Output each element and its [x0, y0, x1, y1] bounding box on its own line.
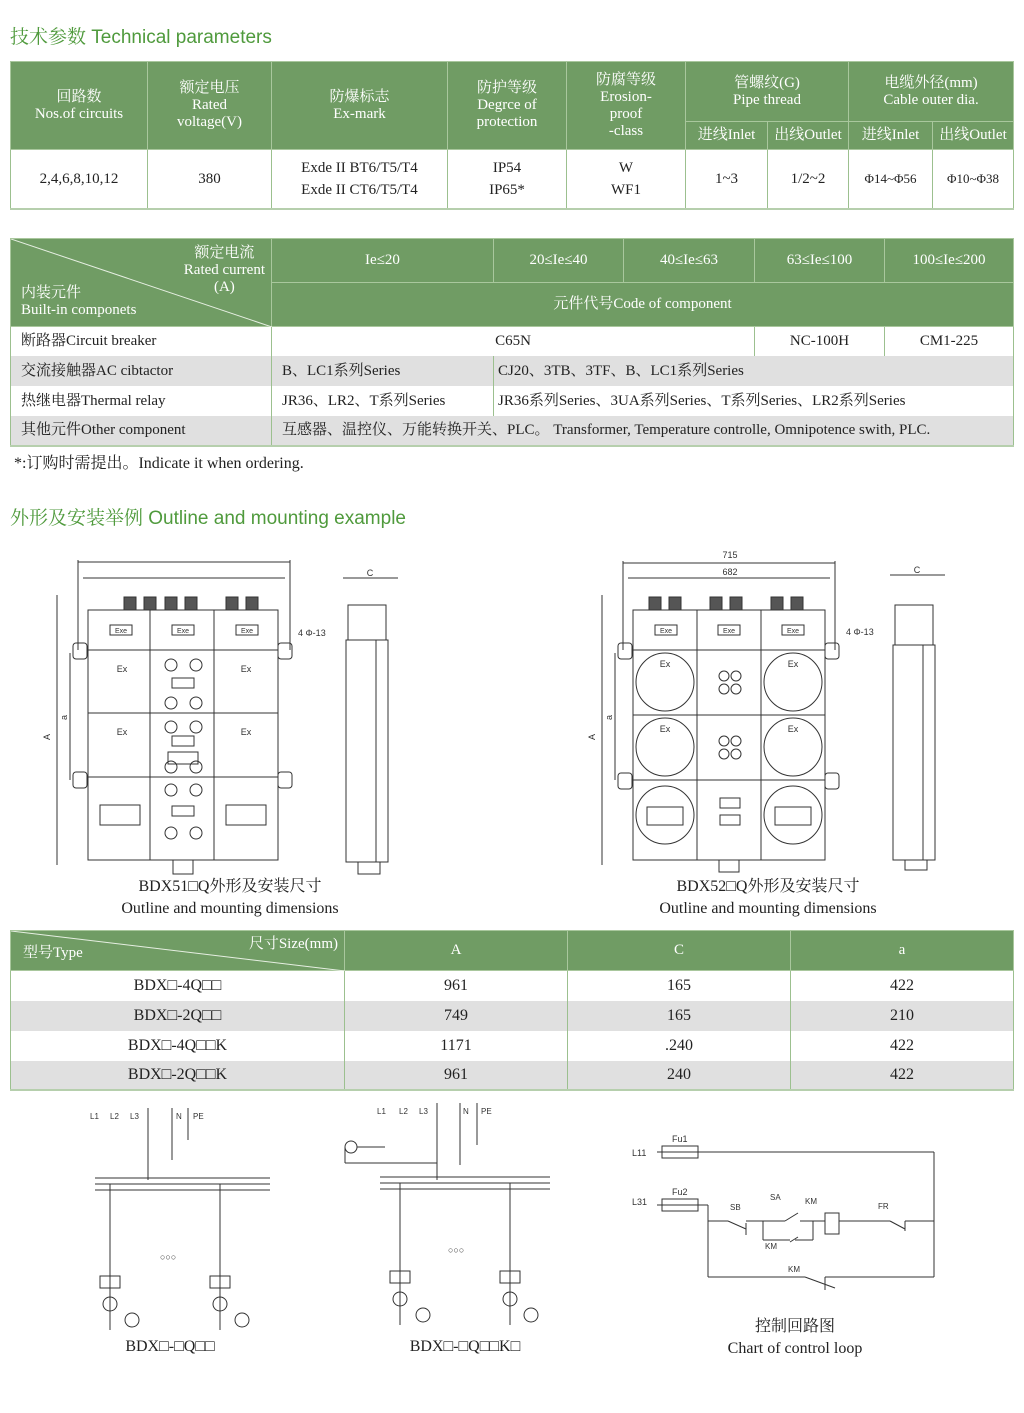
svg-text:682: 682	[722, 567, 738, 577]
control-loop-caption: 控制回路图 Chart of control loop	[727, 1318, 863, 1357]
svg-text:Exe: Exe	[176, 628, 190, 635]
row-label: 交流接触器AC cibtactor	[11, 356, 272, 386]
svg-text:A: A	[587, 733, 597, 740]
header-pipe-outlet: 出线Outlet	[768, 122, 849, 150]
table-row	[11, 1061, 1014, 1090]
cell: 互感器、温控仪、万能转换开关、PLC。 Transformer, Temperature controlle, Omnipotence swith, PLC.	[272, 416, 1014, 446]
range-5: 100≤Ie≤200	[885, 239, 1014, 283]
header-erosion: 防腐等级 Erosion- proof -class	[567, 62, 686, 150]
cell-type: BDX□-2Q□□	[11, 1001, 345, 1031]
order-note: *:订购时需提出。Indicate it when ordering.	[14, 455, 304, 472]
svg-text:4 Φ-13: 4 Φ-13	[298, 628, 326, 638]
cell-type: BDX□-4Q□□K	[11, 1031, 345, 1061]
col-a: a	[791, 931, 1014, 971]
drawing1-caption: BDX51□Q外形及安装尺寸 Outline and mounting dimensions	[121, 878, 339, 917]
row-label: 其他元件Other component	[11, 416, 272, 446]
cell-type: BDX□-4Q□□	[11, 971, 345, 1001]
svg-text:Exe: Exe	[659, 628, 673, 635]
svg-text:FR: FR	[878, 1202, 889, 1211]
cell: 961	[345, 1061, 568, 1090]
svg-text:Ex: Ex	[787, 724, 799, 734]
cell: CJ20、3TB、3TF、B、LC1系列Series	[494, 356, 1014, 386]
svg-text:4 Φ-13: 4 Φ-13	[846, 627, 874, 637]
header-pipe-inlet: 进线Inlet	[686, 122, 768, 150]
cell: C65N	[272, 327, 755, 356]
svg-text:Exe: Exe	[240, 628, 254, 635]
cell: 961	[345, 971, 568, 1001]
svg-text:SA: SA	[770, 1193, 781, 1202]
svg-text:A: A	[42, 733, 52, 740]
cell-protection: IP54 IP65*	[448, 150, 567, 209]
svg-text:Fu2: Fu2	[672, 1187, 688, 1197]
cell-cable-in: Φ14~Φ56	[849, 150, 933, 209]
svg-text:Fu1: Fu1	[672, 1134, 688, 1144]
cell-erosion: W WF1	[567, 150, 686, 209]
svg-text:L11: L11	[632, 1148, 647, 1158]
svg-text:KM: KM	[788, 1265, 800, 1274]
table-row	[11, 356, 1014, 386]
circuit1-caption: BDX□-□Q□□	[125, 1338, 215, 1355]
row-label: 热继电器Thermal relay	[11, 386, 272, 416]
svg-text:KM: KM	[805, 1197, 817, 1206]
header-protection: 防护等级 Degrce of protection	[448, 62, 567, 150]
size-table	[10, 930, 1014, 1091]
header-pipe-thread: 管螺纹(G) Pipe thread	[686, 62, 849, 122]
svg-text:a: a	[604, 714, 614, 720]
svg-text:Exe: Exe	[786, 628, 800, 635]
table-row	[11, 416, 1014, 446]
svg-text:C: C	[913, 565, 921, 575]
svg-text:L2: L2	[110, 1112, 119, 1121]
header-cable: 电缆外径(mm) Cable outer dia.	[849, 62, 1014, 122]
svg-text:L31: L31	[632, 1197, 648, 1207]
svg-text:715: 715	[722, 550, 738, 560]
cell-pipe-out: 1/2~2	[768, 150, 849, 209]
svg-text:N: N	[463, 1107, 469, 1116]
cell: 240	[568, 1061, 791, 1090]
svg-text:SB: SB	[730, 1203, 741, 1212]
cell: 422	[791, 1031, 1014, 1061]
table-row	[11, 150, 1014, 209]
svg-text:KM: KM	[765, 1242, 777, 1251]
circuit2-caption: BDX□-□Q□□K□	[409, 1338, 521, 1355]
svg-text:a: a	[59, 714, 69, 720]
cell: 422	[791, 971, 1014, 1001]
section-title-technical: 技术参数 Technical parameters	[10, 27, 272, 48]
svg-text:C: C	[366, 568, 374, 578]
control-loop-diagram	[620, 1125, 950, 1305]
technical-parameters-table	[10, 61, 1014, 210]
svg-text:PE: PE	[481, 1107, 492, 1116]
svg-text:Exe: Exe	[114, 628, 128, 635]
svg-text:Ex: Ex	[787, 659, 799, 669]
svg-text:○○○: ○○○	[448, 1245, 465, 1255]
svg-text:L2: L2	[399, 1107, 408, 1116]
svg-text:○○○: ○○○	[160, 1252, 177, 1262]
size-corner-cell: 尺寸Size(mm) 型号Type	[11, 931, 345, 971]
code-header: 元件代号Code of component	[272, 283, 1014, 327]
row-label: 断路器Circuit breaker	[11, 327, 272, 356]
cell: 749	[345, 1001, 568, 1031]
range-4: 63≤Ie≤100	[755, 239, 885, 283]
cell: 210	[791, 1001, 1014, 1031]
cell: NC-100H	[755, 327, 885, 356]
cell-exmark: Exde II BT6/T5/T4 Exde II CT6/T5/T4	[272, 150, 448, 209]
svg-text:PE: PE	[193, 1112, 204, 1121]
svg-text:Exe: Exe	[722, 628, 736, 635]
table-row	[11, 386, 1014, 416]
svg-text:Ex: Ex	[116, 727, 128, 737]
circuit-diagram-1	[80, 1100, 280, 1340]
svg-text:Ex: Ex	[116, 664, 128, 674]
corner-cell: 额定电流 Rated current (A) 内装元件 Built-in componets	[11, 239, 272, 327]
circuit-diagram-2	[335, 1095, 555, 1335]
cell-cable-out: Φ10~Φ38	[933, 150, 1014, 209]
cell: CM1-225	[885, 327, 1014, 356]
svg-text:Ex: Ex	[659, 659, 671, 669]
svg-text:L1: L1	[90, 1112, 99, 1121]
cell: 165	[568, 971, 791, 1001]
table-row	[11, 971, 1014, 1001]
range-1: Ie≤20	[272, 239, 494, 283]
col-A: A	[345, 931, 568, 971]
cell: JR36、LR2、T系列Series	[272, 386, 494, 416]
range-2: 20≤Ie≤40	[494, 239, 624, 283]
header-cable-inlet: 进线Inlet	[849, 122, 933, 150]
svg-text:L1: L1	[377, 1107, 386, 1116]
svg-text:N: N	[176, 1112, 182, 1121]
component-table	[10, 238, 1014, 447]
cell: 422	[791, 1061, 1014, 1090]
svg-text:L3: L3	[130, 1112, 139, 1121]
cell-voltage: 380	[148, 150, 272, 209]
outline-drawing-bdx51	[40, 550, 440, 875]
cell: 1171	[345, 1031, 568, 1061]
drawing2-caption: BDX52□Q外形及安装尺寸 Outline and mounting dimensions	[659, 878, 877, 917]
cell: JR36系列Series、3UA系列Series、T系列Series、LR2系列Series	[494, 386, 1014, 416]
table-row	[11, 1031, 1014, 1061]
header-circuits: 回路数 Nos.of circuits	[11, 62, 148, 150]
outline-drawing-bdx52	[580, 545, 980, 875]
cell: .240	[568, 1031, 791, 1061]
cell: 165	[568, 1001, 791, 1031]
cell-circuits: 2,4,6,8,10,12	[11, 150, 148, 209]
table-row	[11, 1001, 1014, 1031]
section-title-outline: 外形及安装举例 Outline and mounting example	[10, 508, 406, 529]
svg-text:Ex: Ex	[240, 664, 252, 674]
svg-text:Ex: Ex	[659, 724, 671, 734]
cell-type: BDX□-2Q□□K	[11, 1061, 345, 1090]
range-3: 40≤Ie≤63	[624, 239, 755, 283]
cell: B、LC1系列Series	[272, 356, 494, 386]
header-cable-outlet: 出线Outlet	[933, 122, 1014, 150]
svg-text:L3: L3	[419, 1107, 428, 1116]
table-row	[11, 327, 1014, 356]
col-C: C	[568, 931, 791, 971]
header-voltage: 额定电压 Rated voltage(V)	[148, 62, 272, 150]
svg-text:Ex: Ex	[240, 727, 252, 737]
cell-pipe-in: 1~3	[686, 150, 768, 209]
header-exmark: 防爆标志 Ex-mark	[272, 62, 448, 150]
